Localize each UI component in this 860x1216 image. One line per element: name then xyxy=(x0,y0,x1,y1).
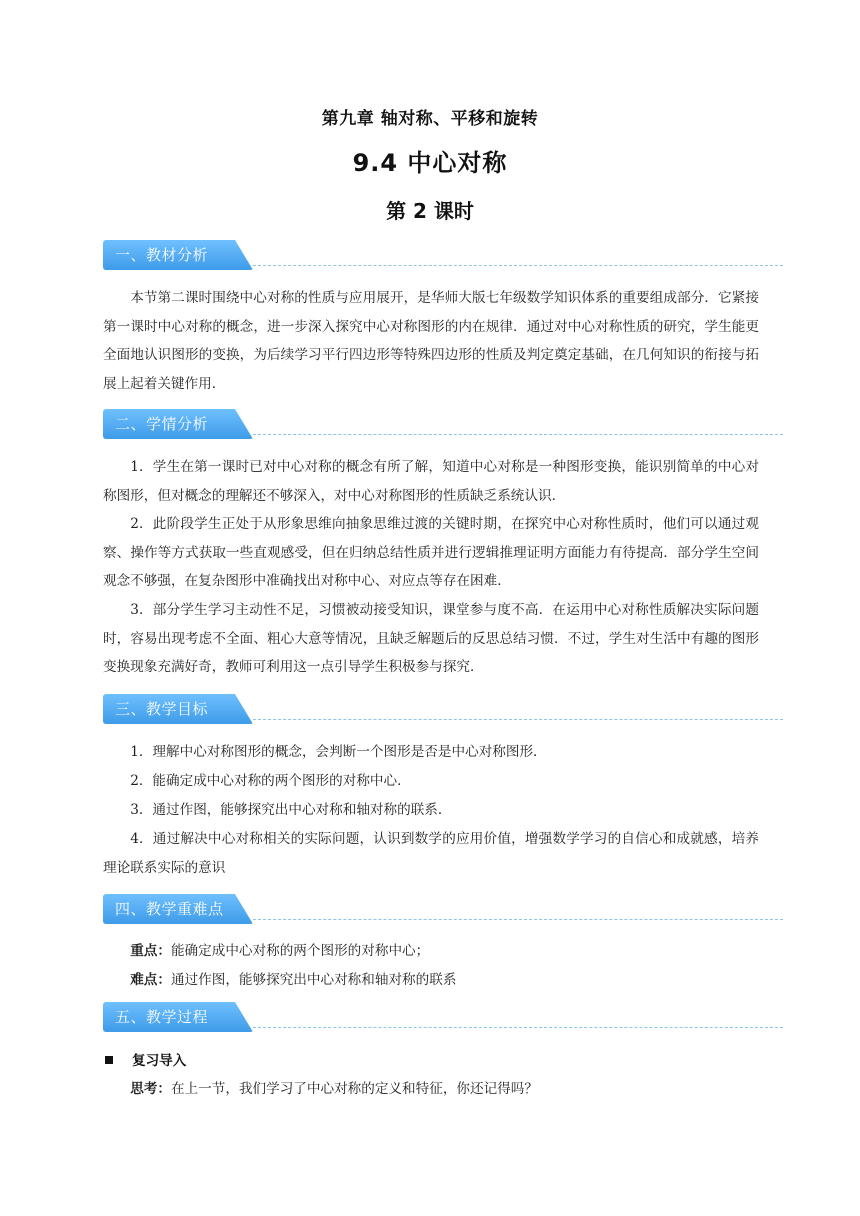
student-analysis-item: 2．此阶段学生正处于从形象思维向抽象思维过渡的关键时期，在探究中心对称性质时，他们可以通过观察、操作等方式获取一些直观感受，但在归纳总结性质并进行逻辑推理证明方面能力有待提高．部分学生空间观念不够强，在复杂图形中准确找出对称中心、对应点等存在困难． xyxy=(103,516,759,589)
square-bullet-icon xyxy=(105,1056,113,1064)
section-divider xyxy=(253,719,783,720)
section-label: 五、教学过程 xyxy=(115,1008,209,1026)
section-divider xyxy=(253,265,783,266)
objective-item: 3．通过作图，能够探究出中心对称和轴对称的联系． xyxy=(130,802,452,818)
section-header-teaching-objectives xyxy=(103,694,783,728)
bullet-label: 复习导入 xyxy=(132,1053,187,1069)
think-question xyxy=(103,1075,759,1104)
think-label: 思考： xyxy=(130,1081,171,1097)
objective-item: 1．理解中心对称图形的概念，会判断一个图形是否是中心对称图形． xyxy=(130,744,547,760)
key-point-line xyxy=(103,937,759,966)
section-label: 三、教学目标 xyxy=(115,700,209,718)
section-label: 一、教材分析 xyxy=(115,246,209,264)
lesson-title: 9.4 中心对称 xyxy=(352,149,508,177)
student-analysis-item: 1．学生在第一课时已对中心对称的概念有所了解，知道中心对称是一种图形变换，能识别简单的中心对称图形，但对概念的理解还不够深入，对中心对称图形的性质缺乏系统认识． xyxy=(103,459,759,504)
student-analysis-item: 3．部分学生学习主动性不足，习惯被动接受知识，课堂参与度不高．在运用中心对称性质解决实际问题时，容易出现考虑不全面、粗心大意等情况，且缺乏解题后的反思总结习惯．不过，学生对生活中有趣的图形变换现象充满好奇，教师可利用这一点引导学生积极参与探究． xyxy=(103,602,759,675)
textbook-analysis-paragraph: 本节第二课时围绕中心对称的性质与应用展开，是华师大版七年级数学知识体系的重要组成部分．它紧接第一课时中心对称的概念，进一步深入探究中心对称图形的内在规律．通过对中心对称性质的研究，学生能更全面地认识图形的变换，为后续学习平行四边形等特殊四边形的性质及判定奠定基础，在几何知识的衔接与拓展上起着关键作用． xyxy=(103,290,759,392)
section-header-textbook-analysis xyxy=(103,240,783,274)
section-header-teaching-process xyxy=(103,1002,783,1036)
key-point-text: 能确定成中心对称的两个图形的对称中心； xyxy=(170,943,430,959)
difficulty-line xyxy=(103,966,759,995)
section-divider xyxy=(253,434,783,435)
key-point-label: 重点： xyxy=(130,943,171,959)
section-label: 二、学情分析 xyxy=(115,415,209,433)
review-intro-heading xyxy=(103,1049,759,1073)
section-divider xyxy=(253,1027,783,1028)
chapter-heading: 第九章 轴对称、平移和旋转 xyxy=(321,109,539,129)
difficulty-text: 通过作图，能够探究出中心对称和轴对称的联系 xyxy=(170,972,457,988)
section-label: 四、教学重难点 xyxy=(115,900,224,918)
lesson-period: 第 2 课时 xyxy=(386,199,474,223)
section-header-student-analysis xyxy=(103,409,783,443)
section-header-key-difficulties xyxy=(103,894,783,928)
section-divider xyxy=(253,919,783,920)
objective-item: 4．通过解决中心对称相关的实际问题，认识到数学的应用价值，增强数学学习的自信心和成就感，培养理论联系实际的意识 xyxy=(103,831,759,876)
difficulty-label: 难点： xyxy=(130,972,171,988)
think-text: 在上一节，我们学习了中心对称的定义和特征，你还记得吗？ xyxy=(170,1081,538,1097)
objective-item: 2．能确定成中心对称的两个图形的对称中心． xyxy=(130,773,411,789)
